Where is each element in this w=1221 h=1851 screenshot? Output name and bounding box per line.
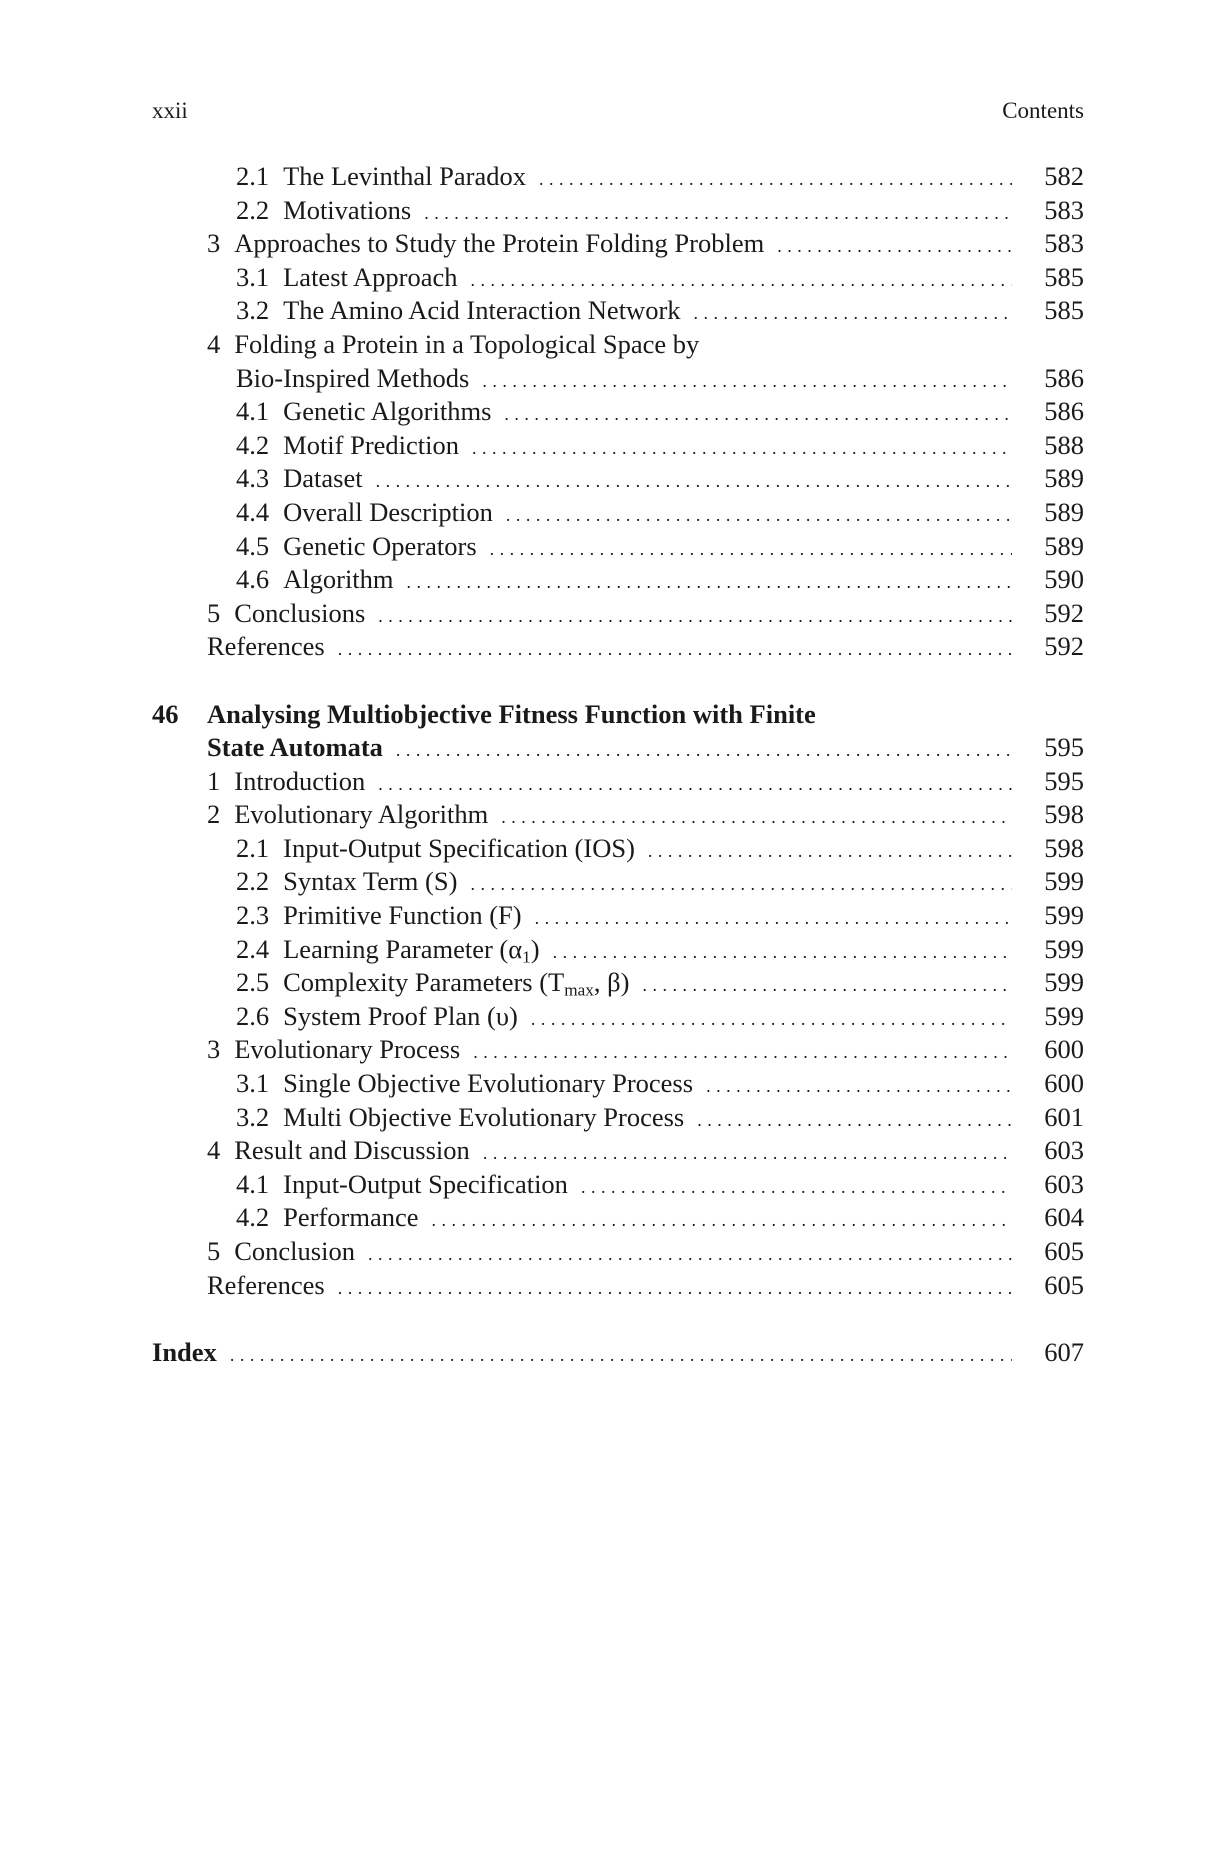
page-number: 599 xyxy=(1044,933,1084,964)
spacer xyxy=(152,1302,1084,1336)
toc-entry[interactable] xyxy=(152,1134,1084,1168)
chapter-title-line[interactable] xyxy=(152,698,1084,732)
toc-entry[interactable] xyxy=(152,294,1084,328)
page-number: 589 xyxy=(1044,530,1084,561)
toc-entry[interactable] xyxy=(152,429,1084,463)
toc-entry[interactable] xyxy=(152,1269,1084,1303)
toc-entry[interactable] xyxy=(152,194,1084,228)
page-number: 601 xyxy=(1044,1101,1084,1132)
page-number: 590 xyxy=(1044,564,1084,595)
entry-title: System Proof Plan (υ) xyxy=(283,1000,518,1031)
toc-entry[interactable] xyxy=(152,798,1084,832)
entry-title: Dataset xyxy=(283,463,363,494)
toc-entry[interactable] xyxy=(152,462,1084,496)
entry-number: 3 xyxy=(207,228,221,259)
entry-number: 3 xyxy=(207,1034,221,1065)
running-head-title: Contents xyxy=(1002,98,1084,123)
page-number: 583 xyxy=(1044,194,1084,225)
entry-title: References xyxy=(207,1269,325,1300)
toc-entry[interactable] xyxy=(152,630,1084,664)
page-number: 588 xyxy=(1044,429,1084,460)
entry-number: 5 xyxy=(207,597,221,628)
page-number: 589 xyxy=(1044,463,1084,494)
toc-entry[interactable] xyxy=(152,227,1084,261)
entry-number: 4 xyxy=(207,1135,221,1166)
entry-title: Latest Approach xyxy=(283,261,458,292)
entry-number: 2.1 xyxy=(236,161,270,191)
entry-title: Approaches to Study the Protein Folding Problem xyxy=(234,228,765,259)
chapter-title-cont: State Automata xyxy=(207,732,383,763)
entry-title: Syntax Term (S) xyxy=(283,866,458,897)
entry-title: Bio-Inspired Methods xyxy=(236,362,470,393)
entry-number: 2.6 xyxy=(236,1000,270,1031)
page-number: 595 xyxy=(1044,732,1084,763)
index-title: Index xyxy=(152,1336,217,1367)
toc-entry[interactable] xyxy=(152,1101,1084,1135)
entry-title: Genetic Operators xyxy=(283,530,477,561)
page-number: 583 xyxy=(1044,228,1084,259)
page-number: 599 xyxy=(1044,866,1084,897)
entry-title: Conclusions xyxy=(234,597,366,628)
entry-title: Performance xyxy=(283,1202,419,1233)
toc-entry[interactable] xyxy=(152,865,1084,899)
page-number: 592 xyxy=(1044,597,1084,628)
toc-entry[interactable] xyxy=(152,1067,1084,1101)
entry-number: 4 xyxy=(207,328,221,359)
toc-section-chapter-46 xyxy=(152,765,1084,1303)
toc-section-chapter-45 xyxy=(152,160,1084,664)
toc-entry[interactable] xyxy=(152,1201,1084,1235)
entry-number: 5 xyxy=(207,1236,221,1266)
toc-entry[interactable] xyxy=(152,832,1084,866)
entry-title-tail: , β) xyxy=(593,967,630,998)
entry-title: References xyxy=(207,631,325,662)
toc-entry[interactable] xyxy=(152,597,1084,631)
page-number: 582 xyxy=(1044,161,1084,191)
entry-title: Evolutionary Algorithm xyxy=(234,799,489,830)
page-number: 607 xyxy=(1044,1336,1084,1367)
entry-number: 1 xyxy=(207,765,221,796)
entry-number: 3.1 xyxy=(236,261,270,292)
entry-title: Primitive Function (F) xyxy=(283,900,522,931)
entry-number: 2.4 xyxy=(236,933,270,964)
entry-title: Input-Output Specification (IOS) xyxy=(283,832,635,863)
entry-number: 4.3 xyxy=(236,463,270,494)
toc-entry[interactable] xyxy=(152,563,1084,597)
entry-number: 3.2 xyxy=(236,295,270,326)
toc-entry[interactable] xyxy=(152,261,1084,295)
page-number: 586 xyxy=(1044,396,1084,427)
entry-title: Complexity Parameters (T xyxy=(283,967,565,998)
entry-title: Genetic Algorithms xyxy=(283,396,492,427)
entry-title: The Amino Acid Interaction Network xyxy=(283,295,681,326)
page-number: 595 xyxy=(1044,765,1084,796)
toc-entry[interactable] xyxy=(152,496,1084,530)
entry-number: 3.1 xyxy=(236,1068,270,1099)
toc-entry[interactable] xyxy=(152,765,1084,799)
entry-title: Algorithm xyxy=(283,564,394,595)
table-of-contents xyxy=(152,160,1084,1369)
toc-entry[interactable] xyxy=(152,362,1084,396)
toc-entry-index[interactable] xyxy=(152,1336,1084,1370)
toc-entry[interactable] xyxy=(152,160,1084,194)
page-number: 604 xyxy=(1044,1202,1084,1233)
toc-entry[interactable] xyxy=(152,1235,1084,1269)
page-number: 599 xyxy=(1044,1000,1084,1031)
toc-entry[interactable] xyxy=(152,395,1084,429)
entry-title: Introduction xyxy=(234,765,366,796)
page-number: 598 xyxy=(1044,832,1084,863)
page-number: 603 xyxy=(1044,1168,1084,1199)
entry-title: Input-Output Specification xyxy=(283,1168,568,1199)
chapter-title-continuation[interactable] xyxy=(152,731,1084,765)
entry-number: 4.5 xyxy=(236,530,270,561)
page-number: 600 xyxy=(1044,1068,1084,1099)
entry-title-tail: ) xyxy=(530,933,540,964)
page-number: 599 xyxy=(1044,967,1084,998)
toc-entry[interactable] xyxy=(152,1168,1084,1202)
entry-number: 2.2 xyxy=(236,194,270,225)
page-number: 599 xyxy=(1044,900,1084,931)
entry-title: Multi Objective Evolutionary Process xyxy=(283,1101,685,1132)
entry-title: Conclusion xyxy=(234,1236,355,1266)
entry-number: 4.2 xyxy=(236,1202,270,1233)
chapter-title: Analysing Multiobjective Fitness Function with Finite xyxy=(207,698,816,729)
entry-title: Single Objective Evolutionary Process xyxy=(283,1068,694,1099)
page-number: 605 xyxy=(1044,1236,1084,1266)
entry-title-subscript: 1 xyxy=(522,946,531,966)
page-number: 605 xyxy=(1044,1269,1084,1300)
page-number: 600 xyxy=(1044,1034,1084,1065)
entry-number: 2 xyxy=(207,799,221,830)
spacer xyxy=(152,664,1084,698)
page-number: 585 xyxy=(1044,261,1084,292)
entry-title: Evolutionary Process xyxy=(234,1034,461,1065)
entry-title-subscript: max xyxy=(564,980,594,1000)
toc-entry[interactable] xyxy=(152,1033,1084,1067)
entry-number: 3.2 xyxy=(236,1101,270,1132)
page-number: 585 xyxy=(1044,295,1084,326)
entry-title: Motivations xyxy=(283,194,412,225)
entry-title: Learning Parameter (α xyxy=(283,933,523,964)
entry-number: 2.2 xyxy=(236,866,270,897)
entry-number: 4.1 xyxy=(236,1168,270,1199)
entry-title: Motif Prediction xyxy=(283,429,460,460)
entry-number: 2.1 xyxy=(236,832,270,863)
entry-number: 4.6 xyxy=(236,564,270,595)
page-number: 598 xyxy=(1044,799,1084,830)
entry-number: 4.1 xyxy=(236,396,270,427)
toc-entry[interactable] xyxy=(152,933,1084,967)
running-head xyxy=(152,98,1084,128)
toc-entry[interactable] xyxy=(152,530,1084,564)
entry-title: The Levinthal Paradox xyxy=(283,161,526,191)
page-number: 589 xyxy=(1044,496,1084,527)
toc-entry[interactable] xyxy=(152,966,1084,1000)
toc-entry[interactable] xyxy=(152,1000,1084,1034)
toc-entry[interactable] xyxy=(152,899,1084,933)
chapter-number: 46 xyxy=(152,698,179,729)
entry-title: Overall Description xyxy=(283,496,493,527)
entry-title: Folding a Protein in a Topological Space by xyxy=(234,328,700,359)
entry-number: 4.4 xyxy=(236,496,270,527)
page-folio: xxii xyxy=(152,98,188,123)
entry-number: 2.5 xyxy=(236,967,270,998)
entry-number: 4.2 xyxy=(236,429,270,460)
entry-number: 2.3 xyxy=(236,900,270,931)
entry-title: Result and Discussion xyxy=(234,1135,470,1166)
page-number: 586 xyxy=(1044,362,1084,393)
page-number: 603 xyxy=(1044,1135,1084,1166)
page-number: 592 xyxy=(1044,631,1084,662)
toc-entry[interactable] xyxy=(152,328,1084,362)
